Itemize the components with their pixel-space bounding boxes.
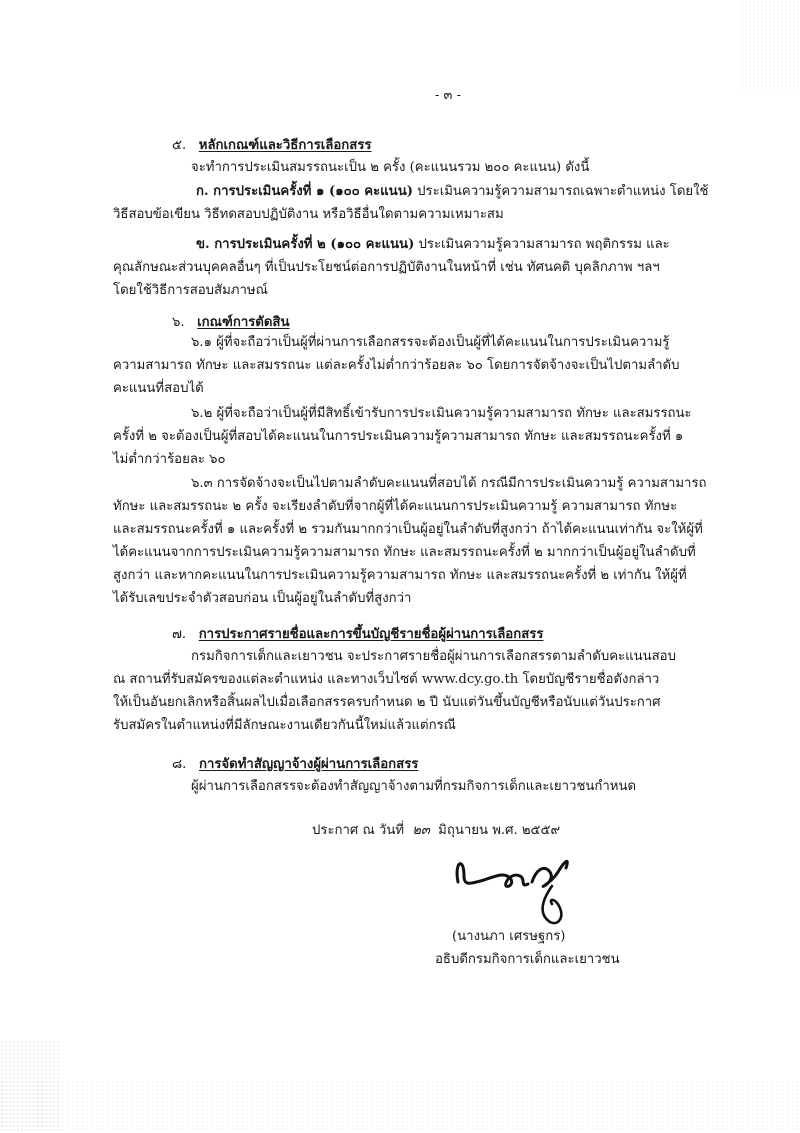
section-5-title: หลักเกณฑ์และวิธีการเลือกสรร bbox=[198, 138, 372, 153]
section-6-heading bbox=[172, 314, 290, 332]
section-5-item-b-line2: คุณลักษณะส่วนบุคคลอื่นๆ ที่เป็นประโยชน์ต่อการปฏิบัติงานในหน้าที่ เช่น ทัศนคติ บุคลิกภาพ ฯลฯ bbox=[113, 260, 660, 275]
section-5-item-b-label: ข. การประเมินครั้งที่ ๒ (๑๐๐ คะแนน) bbox=[196, 237, 415, 252]
section-5-number: ๕. bbox=[172, 138, 187, 153]
section-7-heading bbox=[172, 626, 543, 644]
section-6-title: เกณฑ์การตัดสิน bbox=[197, 315, 290, 330]
section-5-item-a-text: ประเมินความรู้ความสามารถเฉพาะตำแหน่ง โดยใช้ bbox=[412, 184, 709, 199]
page-number: - ๓ - bbox=[435, 88, 461, 103]
announcement-date bbox=[312, 822, 560, 840]
section-6-3-line3: และสมรรถนะครั้งที่ ๑ และครั้งที่ ๒ รวมกันมากกว่าเป็นผู้อยู่ในลำดับที่สูงกว่า ถ้าได้คะแนนเท่ากัน จะให้ผู้ที่ bbox=[113, 522, 703, 537]
section-6-3-line5: สูงกว่า และหากคะแนนในการประเมินความรู้ความสามารถ ทักษะ และสมรรถนะครั้งที่ ๒ เท่ากัน ให้ผู้ที่ bbox=[113, 568, 687, 583]
section-6-1-line1: ๖.๑ ผู้ที่จะถือว่าเป็นผู้ที่ผ่านการเลือกสรรจะต้องเป็นผู้ที่ได้คะแนนในการประเมินความรู้ bbox=[191, 335, 670, 350]
section-8-number: ๘. bbox=[172, 757, 187, 772]
section-7-line1: กรมกิจการเด็กและเยาวชน จะประกาศรายชื่อผู้ผ่านการเลือกสรรตามลำดับคะแนนสอบ bbox=[191, 649, 676, 664]
section-6-3-line2: ทักษะ และสมรรถนะ ๒ ครั้ง จะเรียงลำดับที่จากผู้ที่ได้คะแนนการประเมินความรู้ ความสามารถ ทักษะ bbox=[113, 499, 678, 514]
section-5-intro: จะทำการประเมินสมรรถนะเป็น ๒ ครั้ง (คะแนนรวม ๒๐๐ คะแนน) ดังนี้ bbox=[191, 160, 590, 175]
section-6-3-line1: ๖.๓ การจัดจ้างจะเป็นไปตามลำดับคะแนนที่สอบได้ กรณีมีการประเมินความรู้ ความสามารถ bbox=[191, 476, 707, 491]
section-6-2-line1: ๖.๒ ผู้ที่จะถือว่าเป็นผู้ที่มีสิทธิ์เข้ารับการประเมินความรู้ความสามารถ ทักษะ และสมรรถนะ bbox=[191, 406, 692, 421]
section-6-1-line2: ความสามารถ ทักษะ และสมรรถนะ แต่ละครั้งไม่ต่ำกว่าร้อยละ ๖๐ โดยการจัดจ้างจะเป็นไปตามลำดับ bbox=[113, 358, 680, 373]
section-5-item-a-line2: วิธีสอบข้อเขียน วิธีทดสอบปฏิบัติงาน หรือวิธีอื่นใดตามความเหมาะสม bbox=[113, 207, 504, 222]
section-7-line2: ณ สถานที่รับสมัครของแต่ละตำแหน่ง และทางเว็บไซต์ www.dcy.go.th โดยบัญชีรายชื่อดังกล่าว bbox=[113, 672, 660, 687]
section-8-heading bbox=[172, 756, 418, 774]
scan-noise-bottom bbox=[0, 1080, 800, 1133]
signatory-position: อธิบดีกรมกิจการเด็กและเยาวชน bbox=[435, 952, 620, 967]
section-6-3-line4: ได้คะแนนจากการประเมินความรู้ความสามารถ ทักษะ และสมรรถนะครั้งที่ ๒ มากกว่าเป็นผู้อยู่ในลำดับที่ bbox=[113, 545, 696, 560]
section-5-item-a-label: ก. การประเมินครั้งที่ ๑ (๑๐๐ คะแนน) bbox=[196, 184, 413, 199]
announcement-day: ๒๓ bbox=[412, 823, 430, 838]
section-6-2-line2: ครั้งที่ ๒ จะต้องเป็นผู้ที่สอบได้คะแนนในการประเมินความรู้ความสามารถ ทักษะ และสมรรถนะครั้งที่ ๑ bbox=[113, 429, 684, 444]
section-5-item-a bbox=[196, 183, 709, 201]
section-7-number: ๗. bbox=[172, 627, 187, 642]
section-7-line3: ให้เป็นอันยกเลิกหรือสิ้นผลไปเมื่อเลือกสรรครบกำหนด ๒ ปี นับแต่วันขึ้นบัญชีหรือนับแต่วันประกาศ bbox=[113, 695, 661, 710]
section-5-item-b bbox=[196, 236, 670, 254]
section-6-1-line3: คะแนนที่สอบได้ bbox=[113, 381, 204, 396]
section-8-title: การจัดทำสัญญาจ้างผู้ผ่านการเลือกสรร bbox=[198, 757, 419, 772]
section-5-item-b-text: ประเมินความรู้ความสามารถ พฤติกรรม และ bbox=[414, 237, 670, 252]
section-7-line4: รับสมัครในตำแหน่งที่มีลักษณะงานเดียวกันนี้ใหม่แล้วแต่กรณี bbox=[113, 718, 456, 733]
section-5-item-b-line3: โดยใช้วิธีการสอบสัมภาษณ์ bbox=[113, 283, 268, 298]
section-6-3-line6: ได้รับเลขประจำตัวสอบก่อน เป็นผู้อยู่ในลำดับที่สูงกว่า bbox=[113, 591, 412, 606]
scan-noise-top bbox=[740, 0, 800, 90]
section-8-line1: ผู้ผ่านการเลือกสรรจะต้องทำสัญญาจ้างตามที่กรมกิจการเด็กและเยาวชนกำหนด bbox=[191, 779, 637, 794]
section-6-2-line3: ไม่ต่ำกว่าร้อยละ ๖๐ bbox=[113, 452, 226, 467]
announcement-prefix: ประกาศ ณ วันที่ bbox=[312, 823, 405, 838]
announcement-month-year: มิถุนายน พ.ศ. ๒๕๕๙ bbox=[438, 823, 561, 838]
section-5-heading bbox=[172, 137, 372, 155]
section-6-number: ๖. bbox=[172, 315, 185, 330]
signatory-name: (นางนภา เศรษฐกร) bbox=[452, 929, 566, 944]
section-7-title: การประกาศรายชื่อและการขึ้นบัญชีรายชื่อผู้ผ่านการเลือกสรร bbox=[198, 627, 544, 642]
handwritten-signature bbox=[440, 842, 600, 938]
